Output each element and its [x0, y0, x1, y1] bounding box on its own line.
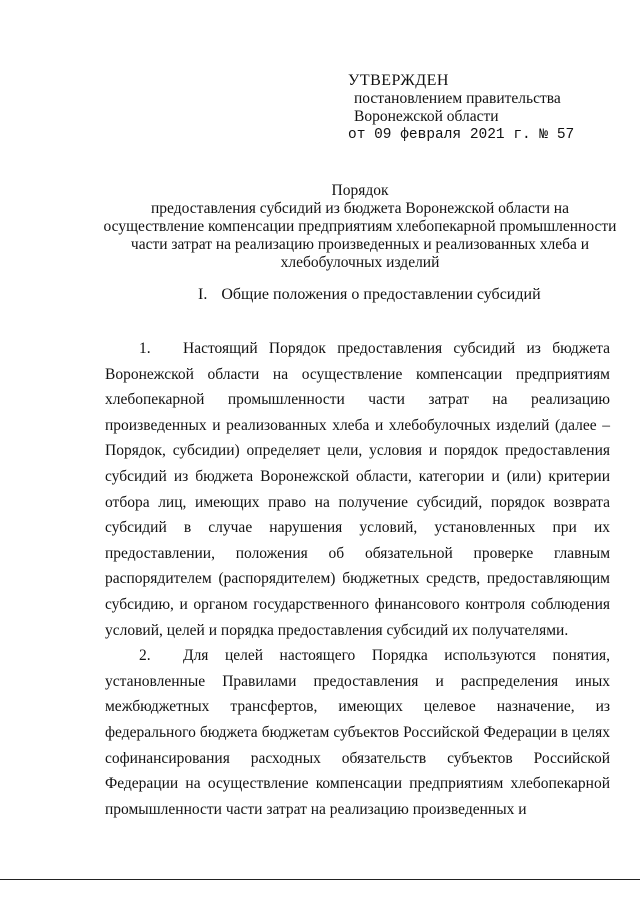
- document-title-line-5: хлебобулочных изделий: [280, 254, 440, 271]
- document-title-line-3: осуществление компенсации предприятиям хлебопекарной промышленности: [103, 218, 617, 235]
- document-title-line-1: Порядок: [331, 182, 389, 199]
- document-body: [105, 336, 610, 822]
- approval-title: УТВЕРЖДЕН: [348, 72, 449, 89]
- document-title-line-4: части затрат на реализацию произведенных и реализованных хлеба и: [130, 236, 590, 253]
- document-title: [80, 182, 640, 272]
- approval-date: от 09 февраля 2021 г. № 57: [348, 127, 575, 143]
- section-number: I.: [198, 286, 208, 303]
- paragraph-text: Настоящий Порядок предоставления субсидий из бюджета Воронежской области на осуществление компенсации предприятиям хлебопекарной промышленности части затрат на реализацию произведенных и реализованных хлеба и хлебобулочных изделий (далее – Порядок, субсидии) определяет цели, условия и порядок предоставления субсидий из бюджета Воронежской области, категории и (или) критерии отбора лиц, имеющих право на получение субсидий, порядок возврата субсидий в случае нарушения условий, установленных при их предоставлении, положения об обязательной проверке главным распорядителем (распорядителем) бюджетных средств, предоставляющим субсидию, и органом государственного финансового контроля соблюдения условий, целей и порядка предоставления субсидий их получателями.: [105, 340, 610, 639]
- paragraph: [105, 643, 610, 822]
- approval-block: [348, 72, 574, 144]
- paragraph: [105, 336, 610, 643]
- paragraph-number: 2.: [139, 647, 151, 665]
- paragraph-number: 1.: [139, 340, 151, 357]
- section-heading: [198, 286, 541, 304]
- page-footer-divider: [0, 879, 640, 880]
- approval-line-1: постановлением правительства: [354, 90, 561, 107]
- section-title: Общие положения о предоставлении субсидий: [221, 286, 541, 303]
- approval-line-2: Воронежской области: [354, 108, 499, 125]
- document-title-line-2: предоставления субсидий из бюджета Воронежской области на: [151, 200, 569, 217]
- paragraph-text: Для целей настоящего Порядка используются понятия, установленные Правилами предоставления и распределения иных межбюджетных трансфертов, имеющих целевое назначение, из федерального бюджета бюджетам субъектов Российской Федерации в целях софинансирования расходных обязательств субъектов Российской Федерации на осуществление компенсации предприятиям хлебопекарной промышленности части затрат на реализацию произведенных и: [105, 647, 610, 818]
